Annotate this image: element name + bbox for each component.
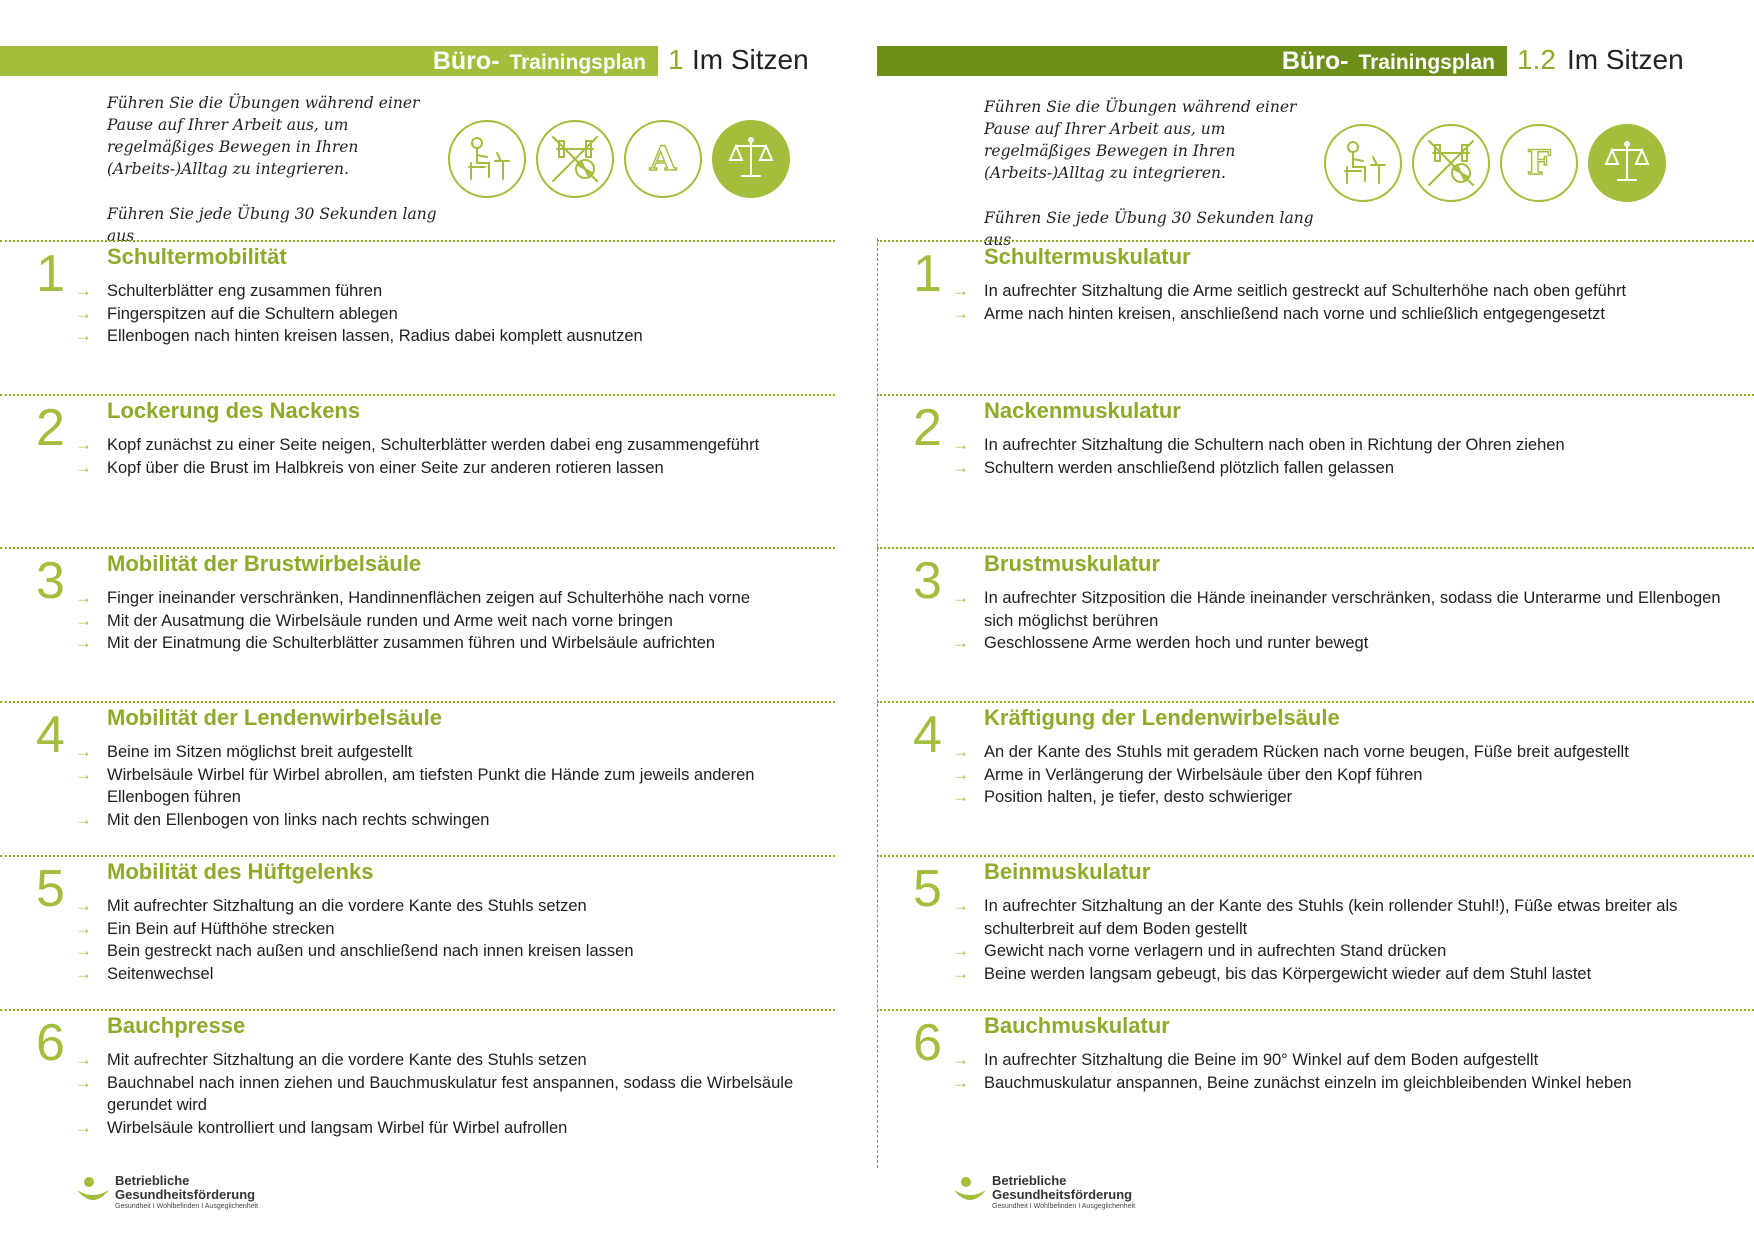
intro-duration: Führen Sie jede Übung 30 Sekunden lang aus [984, 209, 1314, 249]
arrow-right-icon: → [952, 588, 969, 607]
list-item-text: Ein Bein auf Hüfthöhe strecken [107, 919, 335, 938]
list-item-text: Finger ineinander verschränken, Handinnenflächen zeigen auf Schulterhöhe nach vorne [107, 589, 751, 607]
arrow-right-icon: → [75, 809, 92, 829]
no-weights-icon [536, 120, 614, 198]
footer-text [992, 1174, 1135, 1211]
letter-icon [624, 120, 702, 198]
list-item [75, 940, 810, 963]
arrow-right-icon: → [75, 764, 92, 784]
list-item [952, 457, 1727, 480]
arrow-right-icon: → [952, 457, 969, 477]
section-items [952, 741, 1727, 809]
list-item [75, 918, 810, 941]
arrow-right-icon: → [952, 303, 969, 323]
section-items [75, 434, 810, 479]
list-item-text: Arme nach hinten kreisen, anschließend nach vorne und schließlich entgegengesetzt [984, 304, 1605, 323]
list-item-text: Wirbelsäule kontrolliert und langsam Wirbel für Wirbel aufrollen [107, 1118, 568, 1137]
list-item-text: Mit den Ellenbogen von links nach rechts schwingen [107, 810, 490, 829]
section-divider [0, 394, 835, 396]
list-item [952, 632, 1727, 655]
section-divider [877, 701, 1754, 703]
section-items [952, 434, 1727, 479]
arrow-right-icon: → [75, 1050, 92, 1069]
list-item [75, 1117, 810, 1140]
intro-duration: Führen Sie jede Übung 30 Sekunden lang aus [107, 205, 437, 245]
arrow-right-icon: → [75, 742, 92, 761]
list-item [75, 741, 810, 764]
arrow-right-icon: → [75, 1117, 92, 1137]
list-item-text: Fingerspitzen auf die Schultern ablegen [107, 304, 398, 323]
list-item-text: Bein gestreckt nach außen und anschließend nach innen kreisen lassen [107, 942, 634, 960]
list-item [75, 325, 810, 348]
footer-line-1: Betriebliche [992, 1173, 1067, 1188]
list-item-text: Geschlossene Arme werden hoch und runter bewegt [984, 634, 1369, 652]
section-items [75, 895, 810, 985]
section-divider [877, 855, 1754, 857]
section-number: 3 [36, 552, 65, 610]
no-weights-icon [1412, 124, 1490, 202]
brand-title [433, 46, 646, 76]
header-bar [0, 46, 658, 76]
list-item-text: Gewicht nach vorne verlagern und in aufrechten Stand drücken [984, 942, 1447, 960]
list-item [952, 1049, 1727, 1072]
section-divider [877, 547, 1754, 549]
section-title: Lockerung des Nackens [107, 398, 361, 423]
section-divider [0, 701, 835, 703]
footer-text [115, 1174, 258, 1211]
section-items [952, 587, 1727, 655]
list-item [952, 587, 1727, 632]
intro-paragraph: Führen Sie die Übungen während einer Pause auf Ihrer Arbeit aus, um regelmäßiges Bewegen in Ihren (Arbeits-)Alltag zu integrieren. [984, 98, 1297, 182]
arrow-right-icon: → [75, 896, 92, 915]
list-item [952, 764, 1727, 787]
section-title: Mobilität der Lendenwirbelsäule [107, 705, 442, 730]
list-item [75, 434, 810, 457]
section-divider [877, 240, 1754, 242]
list-item-text: Position halten, je tiefer, desto schwieriger [984, 788, 1293, 806]
section-title: Bauchpresse [107, 1013, 246, 1038]
brand-title [1282, 46, 1495, 76]
icon-row [1324, 124, 1666, 202]
plan-number: 1.2 [1517, 44, 1556, 75]
exercise-section [0, 547, 877, 697]
arrow-right-icon: → [75, 435, 92, 454]
section-title: Beinmuskulatur [984, 859, 1151, 884]
exercise-section [0, 240, 877, 390]
list-item-text: In aufrechter Sitzhaltung die Arme seitlich gestreckt auf Schulterhöhe nach oben geführt [984, 282, 1627, 300]
list-item-text: Mit aufrechter Sitzhaltung an die vordere Kante des Stuhls setzen [107, 1051, 587, 1069]
icon-letter: F [1526, 143, 1552, 183]
section-title: Bauchmuskulatur [984, 1013, 1170, 1038]
section-divider [0, 240, 835, 242]
intro-paragraph: Führen Sie die Übungen während einer Pause auf Ihrer Arbeit aus, um regelmäßiges Bewegen in Ihren (Arbeits-)Alltag zu integrieren. [107, 94, 420, 178]
list-item [75, 280, 810, 303]
list-item [952, 303, 1727, 326]
list-item [75, 1072, 810, 1117]
arrow-right-icon: → [952, 941, 969, 960]
icon-row [448, 120, 790, 198]
section-title: Brustmuskulatur [984, 551, 1161, 576]
brand-word-1: Büro- [432, 47, 500, 75]
section-number: 1 [36, 245, 65, 303]
section-number: 6 [36, 1014, 65, 1072]
list-item-text: Mit aufrechter Sitzhaltung an die vordere Kante des Stuhls setzen [107, 897, 587, 915]
leaf-logo-icon [75, 1176, 111, 1210]
section-number: 5 [913, 860, 942, 918]
list-item-text: Mit der Ausatmung die Wirbelsäule runden und Arme weit nach vorne bringen [107, 611, 673, 630]
section-divider [0, 855, 835, 857]
arrow-right-icon: → [75, 918, 92, 938]
list-item [952, 895, 1727, 940]
icon-letter: A [649, 139, 677, 179]
section-number: 4 [36, 706, 65, 764]
list-item [952, 963, 1727, 986]
list-item-text: In aufrechter Sitzhaltung die Schultern nach oben in Richtung der Ohren ziehen [984, 436, 1565, 454]
exercise-section [877, 547, 1754, 697]
list-item-text: In aufrechter Sitzposition die Hände ineinander verschränken, sodass die Unterarme und Ellenbogen sich möglichst berühren [984, 589, 1721, 630]
arrow-right-icon: → [952, 633, 969, 652]
arrow-right-icon: → [75, 1072, 92, 1092]
balance-scale-icon [1588, 124, 1666, 202]
list-item-text: Kopf zunächst zu einer Seite neigen, Schulterblätter werden dabei eng zusammengeführt [107, 436, 760, 454]
footer-line-3: Gesundheit I Wohlbefinden I Ausgeglichenheit [115, 1203, 259, 1210]
exercise-section [0, 855, 877, 1005]
center-divider [877, 238, 878, 1168]
section-divider [877, 394, 1754, 396]
arrow-right-icon: → [75, 941, 92, 960]
section-title: Schultermuskulatur [984, 244, 1191, 269]
intro-text [107, 92, 447, 247]
arrow-right-icon: → [75, 303, 92, 323]
list-item [75, 587, 810, 610]
list-item-text: Seitenwechsel [107, 964, 214, 983]
list-item-text: Schulterblätter eng zusammen führen [107, 282, 383, 300]
footer-line-2: Gesundheitsförderung [992, 1187, 1133, 1202]
section-items [75, 587, 810, 655]
list-item-text: Beine werden langsam gebeugt, bis das Körpergewicht wieder auf dem Stuhl lastet [984, 964, 1592, 983]
plan-title: Im Sitzen [1567, 44, 1684, 75]
list-item [952, 786, 1727, 809]
list-item-text: Schultern werden anschließend plötzlich fallen gelassen [984, 458, 1394, 477]
panel-right [877, 0, 1754, 1240]
list-item-text: Ellenbogen nach hinten kreisen lassen, Radius dabei komplett ausnutzen [107, 327, 643, 345]
arrow-right-icon: → [75, 588, 92, 607]
arrow-right-icon: → [952, 435, 969, 454]
list-item [75, 809, 810, 832]
arrow-right-icon: → [75, 281, 92, 300]
arrow-right-icon: → [952, 896, 969, 915]
list-item [952, 940, 1727, 963]
brand-word-1: Büro- [1281, 47, 1349, 75]
brand-word-2: Trainingsplan [1358, 51, 1495, 74]
list-item [75, 632, 810, 655]
list-item [952, 741, 1727, 764]
section-number: 2 [36, 399, 65, 457]
list-item-text: In aufrechter Sitzhaltung an der Kante des Stuhls (kein rollender Stuhl!), Füße etwas breiter als schulterbreit auf dem Boden gestellt [984, 897, 1678, 938]
list-item-text: Mit der Einatmung die Schulterblätter zusammen führen und Wirbelsäule aufrichten [107, 634, 716, 652]
list-item [75, 764, 810, 809]
arrow-right-icon: → [952, 963, 969, 983]
arrow-right-icon: → [75, 610, 92, 630]
list-item-text: An der Kante des Stuhls mit geradem Rücken nach vorne beugen, Füße breit aufgestellt [984, 743, 1629, 761]
list-item-text: Bauchmuskulatur anspannen, Beine zunächst einzeln im gleichbleibenden Winkel heben [984, 1073, 1632, 1092]
list-item-text: Bauchnabel nach innen ziehen und Bauchmuskulatur fest anspannen, sodass die Wirbelsäule gerundet wird [107, 1073, 794, 1114]
list-item [75, 895, 810, 918]
brand-word-2: Trainingsplan [509, 51, 646, 74]
section-items [952, 895, 1727, 985]
arrow-right-icon: → [75, 326, 92, 345]
section-number: 5 [36, 860, 65, 918]
list-item [75, 963, 810, 986]
arrow-right-icon: → [952, 1050, 969, 1069]
section-items [75, 1049, 810, 1139]
sitting-desk-icon [1324, 124, 1402, 202]
exercise-section [0, 1009, 877, 1159]
section-divider [877, 1009, 1754, 1011]
intro-text [984, 96, 1324, 251]
section-items [952, 1049, 1727, 1094]
arrow-right-icon: → [952, 787, 969, 806]
section-title: Mobilität des Hüftgelenks [107, 859, 374, 884]
list-item [75, 303, 810, 326]
header-bar [877, 46, 1507, 76]
list-item-text: Beine im Sitzen möglichst breit aufgestellt [107, 743, 413, 761]
list-item [75, 457, 810, 480]
section-divider [0, 547, 835, 549]
section-title: Schultermobilität [107, 244, 287, 269]
list-item [75, 610, 810, 633]
list-item-text: Kopf über die Brust im Halbkreis von einer Seite zur anderen rotieren lassen [107, 458, 664, 477]
exercise-section [877, 1009, 1754, 1159]
leaf-logo-icon [952, 1176, 988, 1210]
plan-title: Im Sitzen [692, 44, 809, 75]
section-items [75, 280, 810, 348]
balance-scale-icon [712, 120, 790, 198]
arrow-right-icon: → [952, 281, 969, 300]
footer-line-1: Betriebliche [115, 1173, 190, 1188]
exercise-section [0, 394, 877, 544]
arrow-right-icon: → [75, 633, 92, 652]
section-number: 4 [913, 706, 942, 764]
sitting-desk-icon [448, 120, 526, 198]
section-number: 3 [913, 552, 942, 610]
section-items [75, 741, 810, 831]
exercise-section [0, 701, 877, 851]
exercise-section [877, 855, 1754, 1005]
section-title: Mobilität der Brustwirbelsäule [107, 551, 422, 576]
list-item-text: Wirbelsäule Wirbel für Wirbel abrollen, am tiefsten Punkt die Hände zum jeweils anderen Ellenbogen führen [107, 765, 755, 806]
list-item [952, 1072, 1727, 1095]
footer-line-2: Gesundheitsförderung [115, 1187, 256, 1202]
arrow-right-icon: → [75, 963, 92, 983]
section-divider [0, 1009, 835, 1011]
arrow-right-icon: → [952, 742, 969, 761]
list-item [952, 434, 1727, 457]
exercise-section [877, 701, 1754, 851]
section-title: Kräftigung der Lendenwirbelsäule [984, 705, 1340, 730]
footer-line-3: Gesundheit I Wohlbefinden I Ausgeglichenheit [992, 1203, 1136, 1210]
section-number: 1 [913, 245, 942, 303]
arrow-right-icon: → [75, 457, 92, 477]
letter-icon [1500, 124, 1578, 202]
section-number: 2 [913, 399, 942, 457]
plan-number: 1 [668, 44, 684, 75]
exercise-section [877, 240, 1754, 390]
section-title: Nackenmuskulatur [984, 398, 1181, 423]
arrow-right-icon: → [952, 1072, 969, 1092]
section-number: 6 [913, 1014, 942, 1072]
list-item-text: Arme in Verlängerung der Wirbelsäule über den Kopf führen [984, 765, 1423, 784]
list-item-text: In aufrechter Sitzhaltung die Beine im 90° Winkel auf dem Boden aufgestellt [984, 1051, 1539, 1069]
list-item [952, 280, 1727, 303]
list-item [75, 1049, 810, 1072]
exercise-section [877, 394, 1754, 544]
section-items [952, 280, 1727, 325]
arrow-right-icon: → [952, 764, 969, 784]
